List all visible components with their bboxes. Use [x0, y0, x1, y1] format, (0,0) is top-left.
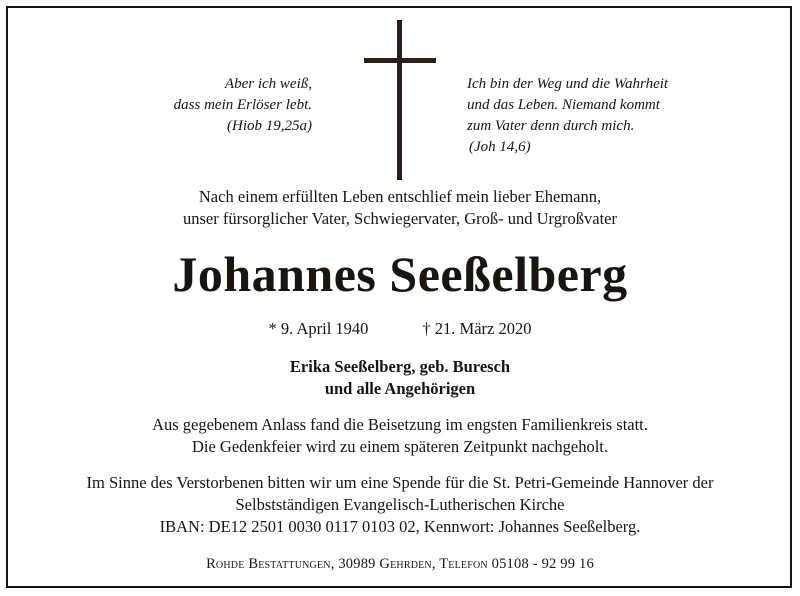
- donation-line-3: IBAN: DE12 2501 0030 0117 0103 02, Kennwort: Johannes Seeßelberg.: [159, 517, 641, 536]
- quote-left-line-2: dass mein Erlöser lebt.: [173, 97, 312, 113]
- intro-text: [20, 186, 780, 230]
- deceased-name: Johannes Seeßelberg: [172, 246, 628, 302]
- donation-line-1: Im Sinne des Verstorbenen bitten wir um eine Spende für die St. Petri-Gemeinde Hannover der: [86, 473, 714, 492]
- intro-line-1: Nach einem erfüllten Leben entschlief mein lieber Ehemann,: [198, 187, 602, 206]
- funeral-notice: [20, 414, 780, 458]
- bible-quote-left: [174, 74, 312, 137]
- intro-line-2: unser fürsorglicher Vater, Schwiegervater, Groß- und Urgroßvater: [183, 209, 617, 228]
- quote-right-reference: (Joh 14,6): [469, 139, 531, 155]
- notice-line-2: Die Gedenkfeier wird zu einem späteren Zeitpunkt nachgeholt.: [191, 437, 608, 456]
- quote-right-line-3: zum Vater denn durch mich.: [467, 118, 635, 134]
- notice-line-1: Aus gegebenem Anlass fand die Beisetzung im engsten Familienkreis statt.: [152, 415, 648, 434]
- birth-date: * 9. April 1940: [268, 319, 369, 338]
- quote-right-line-1: Ich bin der Weg und die Wahrheit: [467, 76, 669, 92]
- donation-request: [20, 472, 780, 538]
- quote-left-reference: (Hiob 19,25a): [227, 118, 312, 134]
- quote-left-line-1: Aber ich weiß,: [224, 76, 312, 92]
- life-dates: [20, 318, 780, 340]
- donation-line-2: Selbstständigen Evangelisch-Lutherischen Kirche: [235, 495, 565, 514]
- quote-right-line-2: und das Leben. Niemand kommt: [467, 97, 660, 113]
- bible-quote-right: [467, 74, 668, 158]
- undertaker-info: Rohde Bestattungen, 30989 Gehrden, Telefon 05108 - 92 99 16: [206, 556, 594, 572]
- death-date: † 21. März 2020: [422, 319, 532, 338]
- mourners: [20, 356, 780, 400]
- cross-icon: [364, 20, 436, 180]
- mourners-line-2: und alle Angehörigen: [324, 379, 476, 398]
- mourners-line-1: Erika Seeßelberg, geb. Buresch: [289, 357, 511, 376]
